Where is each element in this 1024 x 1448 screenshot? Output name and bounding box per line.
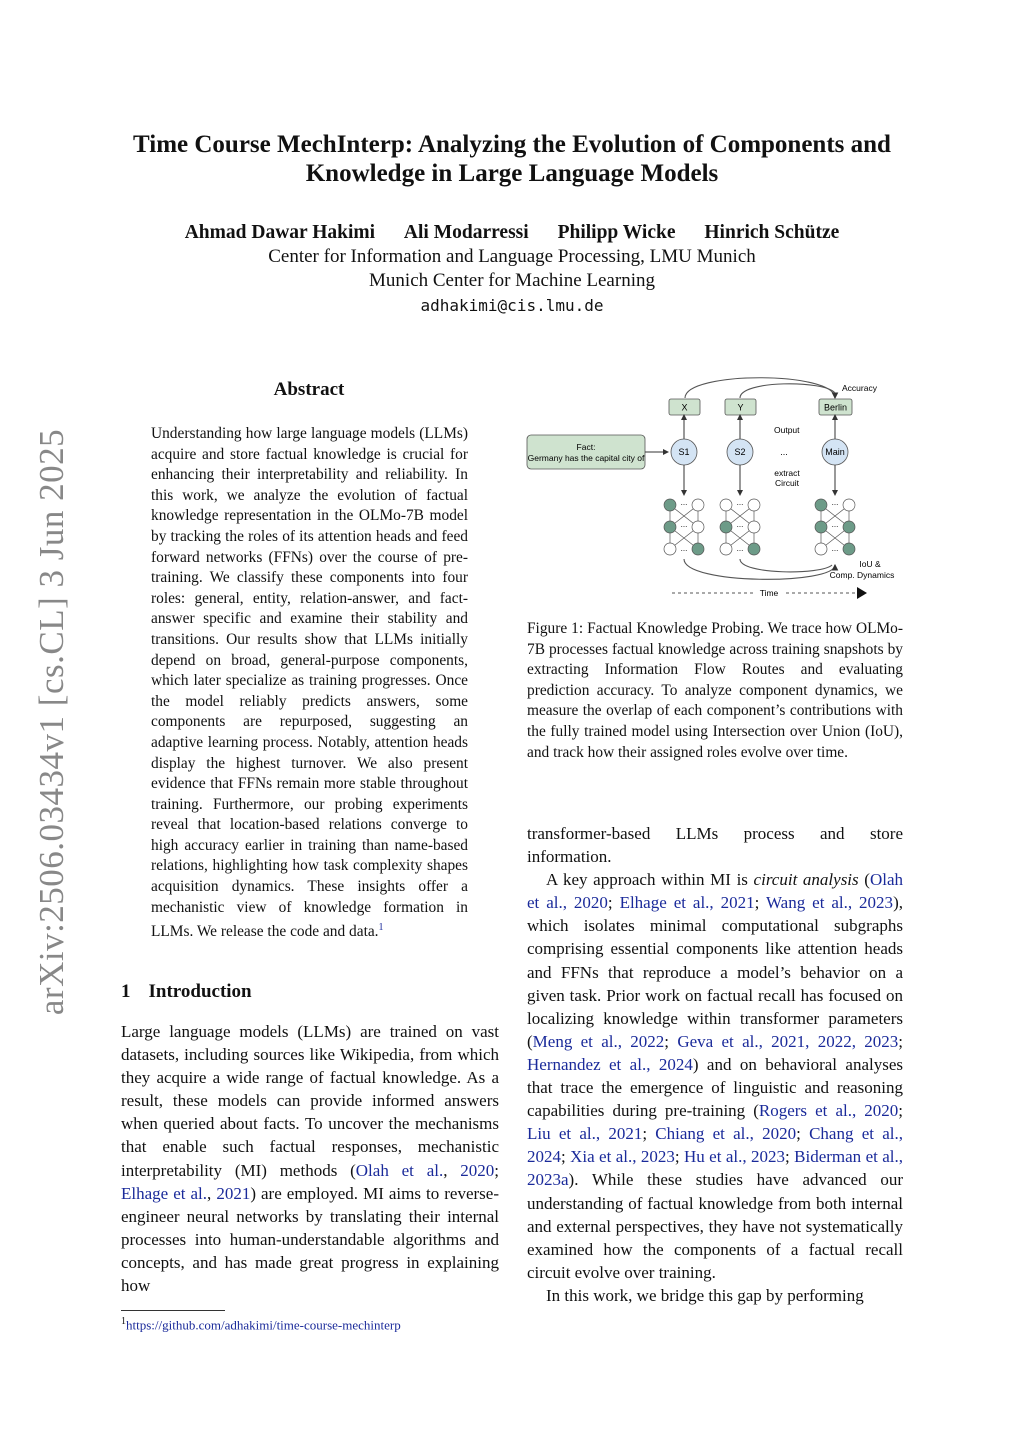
time-label: Time [759, 588, 779, 598]
citation-link[interactable]: Chiang et al., 2020 [655, 1124, 797, 1144]
citation-link[interactable]: 2021 [216, 1183, 251, 1203]
paragraph: transformer-based LLMs process and store information. [527, 824, 903, 867]
citation-link[interactable]: Olah et al., 2020 [527, 870, 903, 913]
citation-link[interactable]: Geva et al., 2021, 2022, 2023 [677, 1031, 899, 1051]
node-ellipsis: ... [831, 520, 839, 529]
citation-link[interactable]: Hernandez et al., 2024 [527, 1054, 693, 1074]
s1-label: S1 [678, 447, 690, 457]
author-email[interactable]: adhakimi@cis.lmu.de [420, 296, 604, 315]
fact-label: Fact: [576, 442, 596, 452]
footnote-marker[interactable]: 1 [378, 922, 384, 934]
node-ellipsis: ... [831, 544, 839, 553]
output-y-label: Y [737, 402, 744, 413]
section-heading [121, 981, 252, 1003]
citation-link[interactable]: Rogers et al., 2020 [758, 1101, 899, 1121]
node-ellipsis: ... [736, 520, 744, 529]
author-name: Hinrich Schütze [704, 222, 840, 243]
citation-link[interactable]: Elhage et al., 2021 [619, 893, 755, 913]
author-name: Philipp Wicke [557, 222, 676, 243]
intro-paragraph: Large language models (LLMs) are trained on vast datasets, including sources like Wikipedia, from which they acquire a wide range of factual knowledge. As a result, these models can provide informed answers when queried about facts. To uncover the mechanisms that enable such factual responses, mechanistic interpretability (MI) methods (Olah et al., 2020; Elhage et al., 2021) are employed. MI aims to reverse-engineer neural networks by translating their internal processes into human-understandable algorithms and concepts, and has made great progress in explaining how [121, 1022, 499, 1296]
footnote-divider [121, 1310, 225, 1311]
main-label: Main [825, 447, 845, 457]
accuracy-label: Accuracy [842, 383, 877, 393]
footnote: $^1$https://github.com/adhakimi/time-course-mechinterp [121, 1316, 401, 1333]
abstract-text: Understanding how large language models (LLMs) acquire and store factual knowledge is crucial for enhancing their interpretability and reliability. In this work, we analyze the evolution of factual knowledge representation in the OLMo-7B model by tracking the roles of its attention heads and feed forward networks (FFNs) over the course of pre-training. We classify these components into four roles: general, entity, relation-answer, and fact-answer specific and examine their stability and transitions. Our results show that LLMs initially depend on broad, general-purpose components, which later specialize as training progresses. Once the model reliably predicts answers, some components are repurposed, suggesting an adaptive learning process. Notably, attention heads display the highest turnover. We also present evidence that FFNs remain more stable throughout training. Furthermore, our probing experiments reveal that location-based relations converge to high accuracy earlier in training than name-based relations, highlighting how task complexity shapes acquisition dynamics. These insights offer a mechanistic view of knowledge formation in LLMs. We release the code and data.$^1$ [151, 425, 468, 941]
citation-link[interactable]: Olah et al. [355, 1160, 444, 1180]
arxiv-identifier: arXiv:2506.03434v1 [cs.CL] 3 Jun 2025 [32, 428, 71, 1016]
output-berlin-label: Berlin [823, 402, 848, 413]
node-ellipsis: ... [680, 498, 688, 507]
iou-label: IoU & [859, 559, 881, 569]
circuit-label: Circuit [774, 478, 800, 488]
section-title: Introduction [148, 981, 252, 1002]
accuracy-arc [685, 378, 835, 398]
time-arrow-icon [857, 587, 867, 599]
affiliation-2: Munich Center for Machine Learning [369, 270, 655, 291]
citation-link[interactable]: Chang et al., 2024 [527, 1124, 903, 1167]
fact-text: Germany has the capital city of [527, 453, 645, 463]
citation-link[interactable]: Xia et al., 2023 [570, 1147, 675, 1167]
extract-label: extract [774, 468, 800, 478]
figure-1-caption: Figure 1: Factual Knowledge Probing. We trace how OLMo-7B processes factual knowledge across training snapshots by extracting Information Flow Routes and evaluating prediction accuracy. To analyze component dynamics, we measure the overlap of each component’s contributions with the fully trained model using Intersection over Union (IoU), and track how their assigned roles evolve over time. [527, 620, 903, 761]
citation-link[interactable]: Wang et al., 2023 [765, 893, 894, 913]
author-name: Ahmad Dawar Hakimi [184, 222, 376, 243]
figure-1-diagram [522, 375, 907, 605]
comp-dynamics-label: Comp. Dynamics [829, 570, 895, 580]
node-ellipsis: ... [831, 498, 839, 507]
affiliation-1: Center for Information and Language Processing, LMU Munich [268, 246, 756, 267]
author-name: Ali Modarressi [403, 222, 529, 243]
paragraph: A key approach within MI is circuit analysis (Olah et al., 2020; Elhage et al., 2021; Wang et al., 2023), which isolates minimal computational subgraphs comprising essential components like attention heads and FFNs that reproduce a model’s behavior on a given task. Prior work on factual recall has focused on localizing knowledge within transformer parameters (Meng et al., 2022; Geva et al., 2021, 2022, 2023; Hernandez et al., 2024) and on behavioral analyses that trace the emergence of linguistic and reasoning capabilities during pre-training (Rogers et al., 2020; Liu et al., 2021; Chiang et al., 2020; Chang et al., 2024; Xia et al., 2023; Hu et al., 2023; Biderman et al., 2023a). While these studies have advanced our understanding of factual knowledge from both internal and external perspectives, they have not systematically examined how the components of a factual recall circuit evolve over training. [527, 870, 904, 1282]
ellipsis: ... [780, 447, 788, 457]
citation-link[interactable]: Biderman et al., 2023a [527, 1147, 903, 1190]
citation-link[interactable]: Meng et al., 2022 [532, 1031, 665, 1051]
s2-label: S2 [734, 447, 746, 457]
node-ellipsis: ... [736, 498, 744, 507]
node-ellipsis: ... [680, 520, 688, 529]
node-ellipsis: ... [680, 544, 688, 553]
citation-link[interactable]: Liu et al., 2021 [527, 1124, 643, 1144]
footnote-link[interactable]: https://github.com/adhakimi/time-course-mechinterp [126, 1317, 401, 1333]
citation-link[interactable]: 2020 [460, 1160, 495, 1180]
paper-title: Time Course MechInterp: Analyzing the Evolution of Components and Knowledge in Large Language Models [133, 131, 891, 187]
output-x-label: X [681, 402, 688, 413]
output-label: Output [774, 425, 800, 435]
fact-box [527, 435, 645, 469]
citation-link[interactable]: Elhage et al. [121, 1183, 208, 1203]
abstract-heading: Abstract [273, 379, 345, 400]
iou-arc [740, 559, 832, 572]
paragraph: In this work, we bridge this gap by performing [546, 1285, 864, 1305]
right-column-text [527, 822, 903, 1307]
section-number: 1 [121, 981, 131, 1002]
citation-link[interactable]: Hu et al., 2023 [684, 1147, 786, 1167]
author-list [100, 222, 924, 244]
node-ellipsis: ... [736, 544, 744, 553]
